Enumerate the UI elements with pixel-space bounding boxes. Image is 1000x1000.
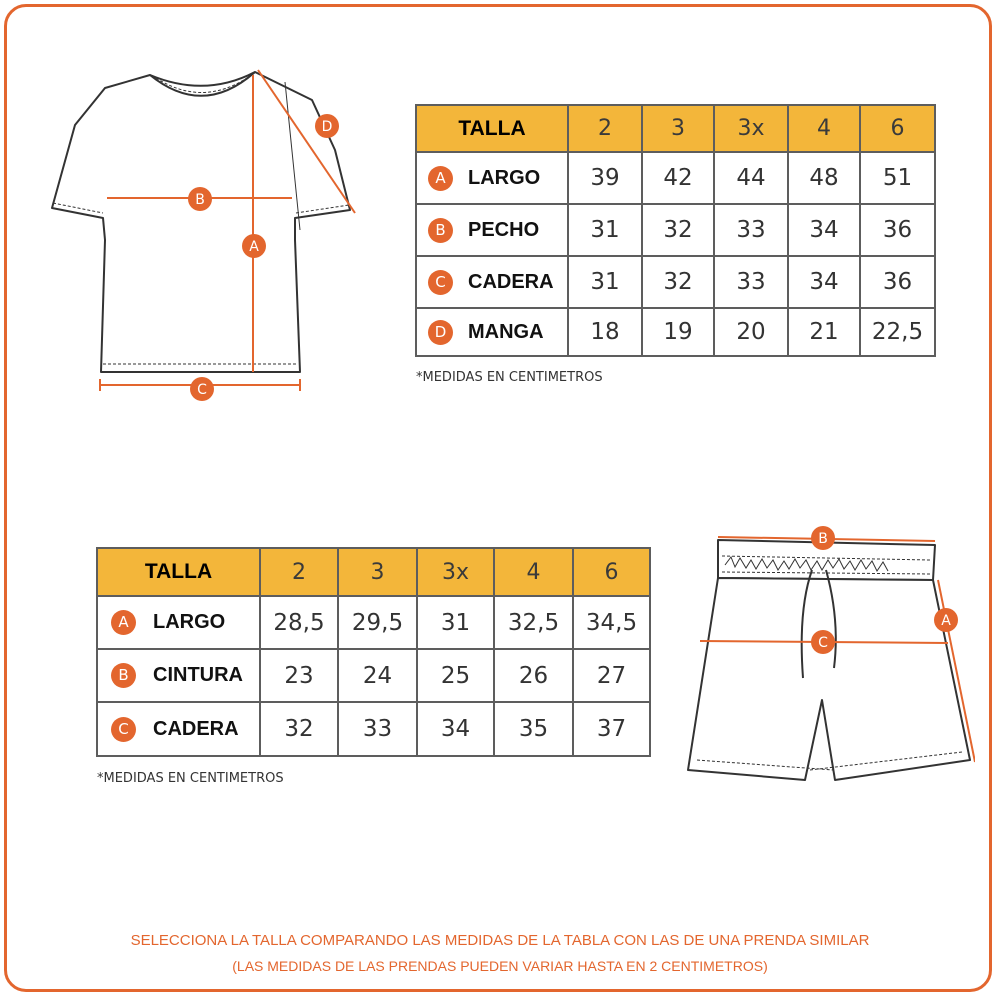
cell: 33: [338, 702, 417, 756]
shirt-label-d: D: [321, 119, 333, 135]
cell: 34: [417, 702, 494, 756]
cell: 31: [417, 596, 494, 649]
shorts-size-4: 4: [494, 548, 573, 596]
shirt-row-largo: [416, 152, 935, 204]
shirt-label-a: A: [249, 239, 259, 255]
row-badge-a: A: [111, 610, 136, 635]
cell: 27: [573, 649, 650, 702]
shorts-size-6: 6: [573, 548, 650, 596]
shirt-size-4: 4: [788, 105, 860, 152]
cell: 32,5: [494, 596, 573, 649]
shorts-label-a: A: [941, 613, 951, 629]
shorts-row-largo: [97, 596, 650, 649]
tshirt-illustration: [40, 55, 380, 415]
cell: 29,5: [338, 596, 417, 649]
shirt-size-6: 6: [860, 105, 935, 152]
cell: 32: [642, 204, 714, 256]
cell: 34,5: [573, 596, 650, 649]
cell: 42: [642, 152, 714, 204]
row-badge-b: B: [111, 663, 136, 688]
row-name: LARGO: [464, 152, 568, 204]
shorts-size-3: 3: [338, 548, 417, 596]
cell: 24: [338, 649, 417, 702]
shorts-illustration: [675, 520, 975, 795]
row-name: MANGA: [464, 308, 568, 356]
shorts-size-table: [96, 547, 651, 757]
cell: 25: [417, 649, 494, 702]
shirt-header-talla: TALLA: [416, 105, 568, 152]
cell: 48: [788, 152, 860, 204]
cell: 34: [788, 256, 860, 308]
cell: 21: [788, 308, 860, 356]
shorts-header-talla: TALLA: [97, 548, 260, 596]
shirt-row-pecho: [416, 204, 935, 256]
shirt-label-b: B: [195, 192, 205, 208]
shirt-label-c: C: [197, 382, 207, 398]
shorts-label-c: C: [818, 635, 828, 651]
shorts-row-cadera: [97, 702, 650, 756]
cell: 28,5: [260, 596, 338, 649]
cell: 39: [568, 152, 642, 204]
shirt-size-3x: 3x: [714, 105, 788, 152]
cell: 32: [260, 702, 338, 756]
cell: 22,5: [860, 308, 935, 356]
footer-instruction: SELECCIONA LA TALLA COMPARANDO LAS MEDIDAS DE LA TABLA CON LAS DE UNA PRENDA SIMILAR: [130, 932, 870, 949]
shirt-size-table: [415, 104, 936, 357]
cell: 33: [714, 204, 788, 256]
cell: 31: [568, 256, 642, 308]
cell: 34: [788, 204, 860, 256]
shorts-row-cintura: [97, 649, 650, 702]
cell: 19: [642, 308, 714, 356]
cell: 37: [573, 702, 650, 756]
row-name: LARGO: [149, 596, 260, 649]
row-name: CINTURA: [149, 649, 260, 702]
cell: 31: [568, 204, 642, 256]
cell: 36: [860, 256, 935, 308]
cell: 51: [860, 152, 935, 204]
cell: 35: [494, 702, 573, 756]
cell: 44: [714, 152, 788, 204]
cell: 18: [568, 308, 642, 356]
shorts-size-2: 2: [260, 548, 338, 596]
cell: 36: [860, 204, 935, 256]
row-badge-d: D: [428, 320, 453, 345]
shirt-row-cadera: [416, 256, 935, 308]
row-badge-a: A: [428, 166, 453, 191]
shirt-row-manga: [416, 308, 935, 356]
row-name: CADERA: [464, 256, 568, 308]
shorts-size-3x: 3x: [417, 548, 494, 596]
row-name: CADERA: [149, 702, 260, 756]
shirt-size-2: 2: [568, 105, 642, 152]
shirt-units-note: *MEDIDAS EN CENTIMETROS: [416, 370, 603, 385]
footer-disclaimer: (LAS MEDIDAS DE LAS PRENDAS PUEDEN VARIAR HASTA EN 2 CENTIMETROS): [232, 958, 768, 974]
cell: 23: [260, 649, 338, 702]
row-badge-c: C: [111, 717, 136, 742]
row-name: PECHO: [464, 204, 568, 256]
cell: 26: [494, 649, 573, 702]
cell: 32: [642, 256, 714, 308]
row-badge-c: C: [428, 270, 453, 295]
shorts-units-note: *MEDIDAS EN CENTIMETROS: [97, 771, 284, 786]
shorts-label-b: B: [818, 531, 828, 547]
row-badge-b: B: [428, 218, 453, 243]
cell: 33: [714, 256, 788, 308]
shirt-size-3: 3: [642, 105, 714, 152]
cell: 20: [714, 308, 788, 356]
